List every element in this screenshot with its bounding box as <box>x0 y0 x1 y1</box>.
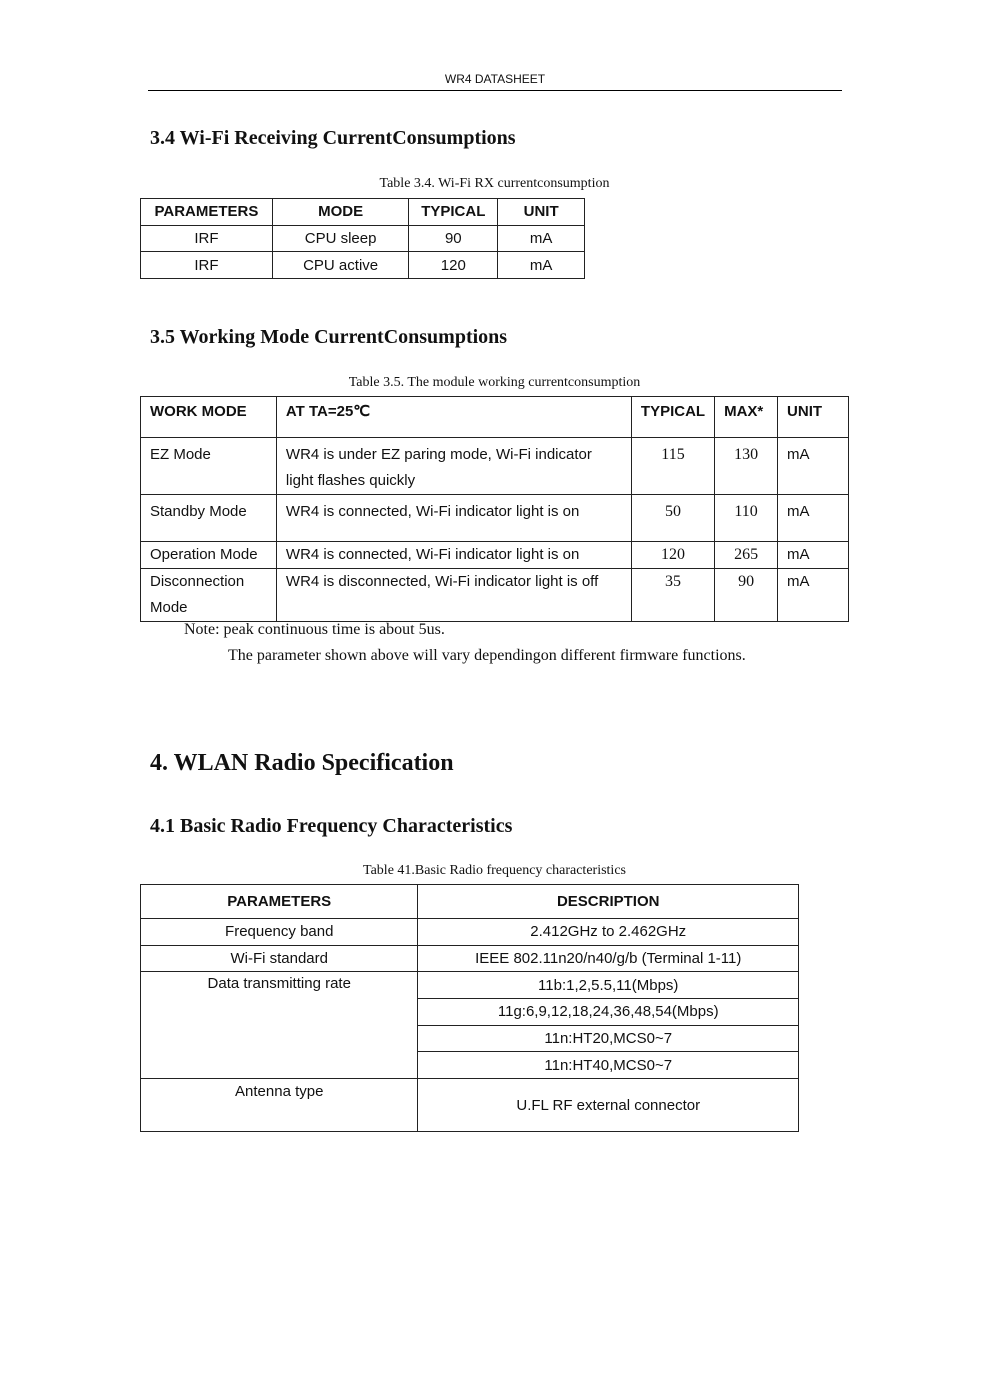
table-row <box>141 495 849 542</box>
table-cell: CPU active <box>272 252 408 279</box>
table-row <box>141 1079 799 1132</box>
table-cell: Wi-Fi standard <box>141 945 418 972</box>
table-cell: Frequency band <box>141 919 418 946</box>
table-4-1-caption: Table 41.Basic Radio frequency characteristics <box>363 863 626 878</box>
note-line-2: The parameter shown above will vary dependingon different firmware functions. <box>228 647 746 664</box>
table-cell: WR4 is under EZ paring mode, Wi-Fi indicator light flashes quickly <box>276 438 631 495</box>
table-cell: U.FL RF external connector <box>418 1079 799 1132</box>
page-header-title: WR4 DATASHEET <box>444 72 546 86</box>
section-3-4-heading: 3.4 Wi-Fi Receiving CurrentConsumptions <box>150 127 516 149</box>
table-cell: mA <box>498 252 585 279</box>
table-row <box>141 972 799 999</box>
column-header: WORK MODE <box>141 397 277 438</box>
table-cell: WR4 is connected, Wi-Fi indicator light is on <box>276 542 631 569</box>
table-cell: 90 <box>409 225 498 252</box>
table-row <box>141 438 849 495</box>
table-cell: IRF <box>141 225 273 252</box>
column-header: MAX* <box>715 397 778 438</box>
table-cell: 11b:1,2,5.5,11(Mbps) <box>418 972 799 999</box>
section-4-heading: 4. WLAN Radio Specification <box>150 750 454 776</box>
table-cell: CPU sleep <box>272 225 408 252</box>
table-3-4-caption: Table 3.4. Wi-Fi RX currentconsumption <box>379 176 610 191</box>
column-header: TYPICAL <box>409 199 498 226</box>
column-header: UNIT <box>778 397 849 438</box>
table-cell: 115 <box>631 438 714 495</box>
column-header: AT TA=25℃ <box>276 397 631 438</box>
table-cell: mA <box>778 438 849 495</box>
table-cell: 11n:HT40,MCS0~7 <box>418 1052 799 1079</box>
column-header: PARAMETERS <box>141 885 418 919</box>
table-cell: mA <box>778 569 849 622</box>
table-cell: 50 <box>631 495 714 542</box>
table-cell: 90 <box>715 569 778 622</box>
table-cell: mA <box>778 495 849 542</box>
table-cell: 11g:6,9,12,18,24,36,48,54(Mbps) <box>418 999 799 1026</box>
table-row <box>141 542 849 569</box>
table-cell: Operation Mode <box>141 542 277 569</box>
table-row <box>141 945 799 972</box>
table-row <box>141 569 849 622</box>
table-cell: Standby Mode <box>141 495 277 542</box>
table-cell: WR4 is connected, Wi-Fi indicator light is on <box>276 495 631 542</box>
table-cell: Disconnection Mode <box>141 569 277 622</box>
table-header-row <box>141 397 849 438</box>
column-header: TYPICAL <box>631 397 714 438</box>
table-cell: EZ Mode <box>141 438 277 495</box>
table-header-row <box>141 885 799 919</box>
column-header: UNIT <box>498 199 585 226</box>
table-cell: IEEE 802.11n20/n40/g/b (Terminal 1-11) <box>418 945 799 972</box>
column-header: MODE <box>272 199 408 226</box>
table-row <box>141 919 799 946</box>
header-divider <box>148 90 842 91</box>
table-cell: 130 <box>715 438 778 495</box>
table-cell: Antenna type <box>141 1079 418 1132</box>
column-header: PARAMETERS <box>141 199 273 226</box>
table-cell: 110 <box>715 495 778 542</box>
table-cell: 120 <box>409 252 498 279</box>
table-cell: 265 <box>715 542 778 569</box>
table-cell: 120 <box>631 542 714 569</box>
table-3-5-caption: Table 3.5. The module working currentconsumption <box>348 375 641 390</box>
section-3-5-heading: 3.5 Working Mode CurrentConsumptions <box>150 326 508 348</box>
table-row <box>141 225 585 252</box>
table-cell: 11n:HT20,MCS0~7 <box>418 1025 799 1052</box>
column-header: DESCRIPTION <box>418 885 799 919</box>
note-line-1: Note: peak continuous time is about 5us. <box>184 621 445 638</box>
table-3-5-working-mode-current <box>140 396 849 622</box>
table-3-4-rx-current <box>140 198 585 279</box>
table-cell: 35 <box>631 569 714 622</box>
table-cell: 2.412GHz to 2.462GHz <box>418 919 799 946</box>
table-cell: mA <box>498 225 585 252</box>
table-cell: Data transmitting rate <box>141 972 418 1079</box>
table-cell: mA <box>778 542 849 569</box>
section-4-1-heading: 4.1 Basic Radio Frequency Characteristics <box>150 815 513 837</box>
table-cell: IRF <box>141 252 273 279</box>
table-row <box>141 252 585 279</box>
table-cell: WR4 is disconnected, Wi-Fi indicator light is off <box>276 569 631 622</box>
table-header-row <box>141 199 585 226</box>
table-4-1-rf-characteristics <box>140 884 799 1132</box>
